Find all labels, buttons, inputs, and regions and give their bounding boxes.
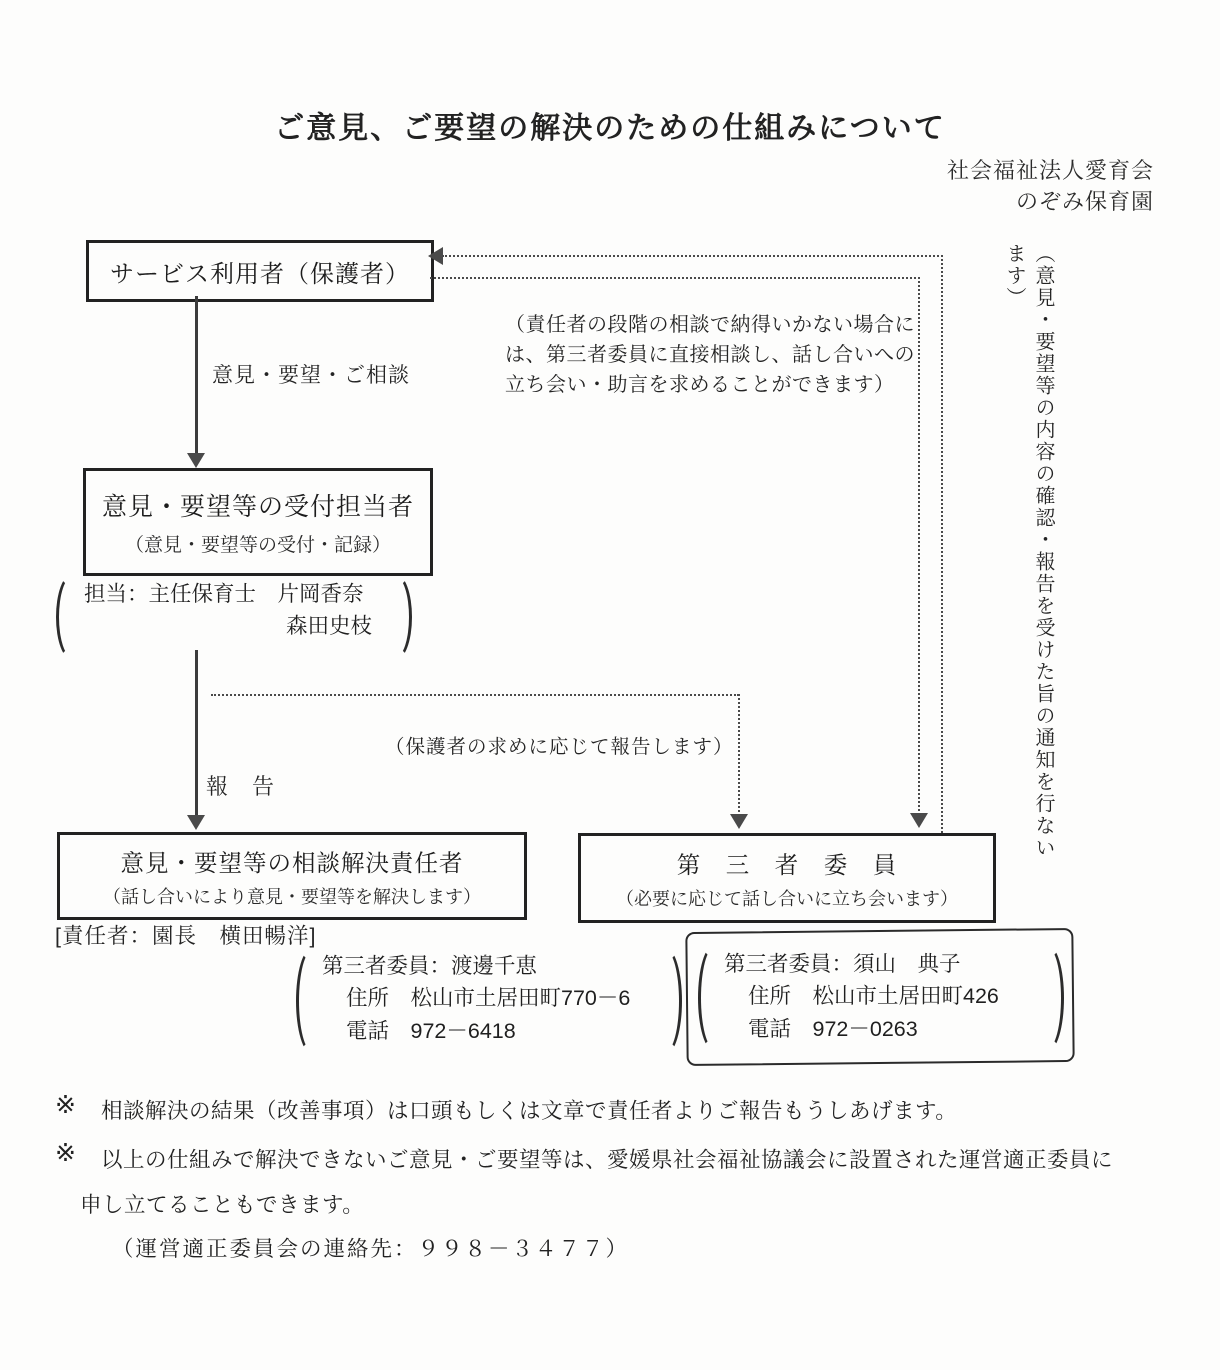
dotted-branch-vertical xyxy=(738,694,740,816)
direct-consult-note-line1: （責任者の段階の相談で納得いかない場合に xyxy=(505,314,915,336)
dotted-arrow-left-icon xyxy=(428,247,443,265)
resolver-title: 意見・要望等の相談解決責任者 xyxy=(120,849,464,876)
note2-line1: 以上の仕組みで解決できないご意見・ご要望等は、愛媛県社会福祉協議会に設置された運営適正委員に xyxy=(101,1148,1114,1172)
direct-consult-note-line2: は、第三者委員に直接相談し、話し合いへの xyxy=(505,344,915,366)
report-branch-note: （保護者の求めに応じて報告します） xyxy=(385,736,734,758)
right-paren-icon xyxy=(650,948,682,1054)
resolver-subtitle: （話し合いにより意見・要望等を解決します） xyxy=(103,886,481,907)
committee2-block xyxy=(724,948,999,1045)
reception-box xyxy=(83,468,433,576)
resolver-person: [責任者：園長 横田暢洋] xyxy=(55,924,317,948)
notification-note-vertical: （意見・要望等の内容の確認・報告を受けた旨の通知を行ないます） xyxy=(1003,243,1054,859)
arrow-line-request xyxy=(195,296,198,456)
right-paren-icon xyxy=(1032,945,1064,1051)
note2-line2: 申し立てることもできます。 xyxy=(80,1193,365,1217)
third-party-box xyxy=(578,833,996,923)
committee1-address: 住所 松山市土居田町770－6 xyxy=(346,986,631,1011)
staff-note-line2: 森田史枝 xyxy=(286,614,373,639)
committee1-block xyxy=(322,950,630,1047)
dotted-arrow-down-icon xyxy=(910,813,928,828)
committee2-phone: 電話 972－0263 xyxy=(748,1016,918,1041)
resolver-box xyxy=(57,832,527,920)
reception-subtitle: （意見・要望等の受付・記録） xyxy=(124,535,391,556)
arrow-down-icon xyxy=(187,453,205,468)
note1-text: 相談解決の結果（改善事項）は口頭もしくは文章で責任者よりご報告もうしあげます。 xyxy=(101,1099,958,1123)
staff-note xyxy=(84,578,372,643)
page-title: ご意見、ご要望の解決のための仕組みについて xyxy=(274,112,946,145)
direct-consult-note xyxy=(505,310,957,400)
committee2-address: 住所 松山市土居田町426 xyxy=(748,984,999,1009)
notification-dotted-horizontal xyxy=(442,255,943,257)
reception-title: 意見・要望等の受付担当者 xyxy=(101,493,414,521)
organization-name xyxy=(947,155,1154,217)
third-party-title: 第 三 者 委 員 xyxy=(676,851,898,878)
direct-consult-dotted-horizontal xyxy=(430,277,920,279)
note-marker: ※ xyxy=(55,1139,76,1167)
organization-line1: 社会福祉法人愛育会 xyxy=(946,158,1154,183)
dotted-arrow-down-icon xyxy=(730,814,748,829)
staff-note-line1: 担当：主任保育士 片岡香奈 xyxy=(84,582,364,606)
arrow-down-icon xyxy=(187,815,205,830)
organization-line2: のぞみ保育園 xyxy=(1015,189,1154,215)
committee1-phone: 電話 972－6418 xyxy=(346,1018,516,1043)
contact-note: （運営適正委員会の連絡先：９９８－３４７７） xyxy=(112,1237,630,1261)
service-user-label: サービス利用者（保護者） xyxy=(110,260,410,288)
dotted-branch-horizontal xyxy=(211,694,739,696)
arrow-line-report xyxy=(195,650,198,818)
committee1-title: 第三者委員：渡邊千恵 xyxy=(322,954,538,978)
service-user-box xyxy=(86,240,434,302)
note-marker: ※ xyxy=(55,1091,76,1119)
third-party-subtitle: （必要に応じて話し合いに立ち会います） xyxy=(616,888,958,909)
right-paren-icon xyxy=(380,574,412,660)
direct-consult-note-line3: 立ち会い・助言を求めることができます） xyxy=(505,374,895,396)
request-arrow-label: 意見・要望・ご相談 xyxy=(212,364,410,387)
report-label: 報 告 xyxy=(206,774,276,799)
committee2-title: 第三者委員：須山 典子 xyxy=(724,952,961,976)
